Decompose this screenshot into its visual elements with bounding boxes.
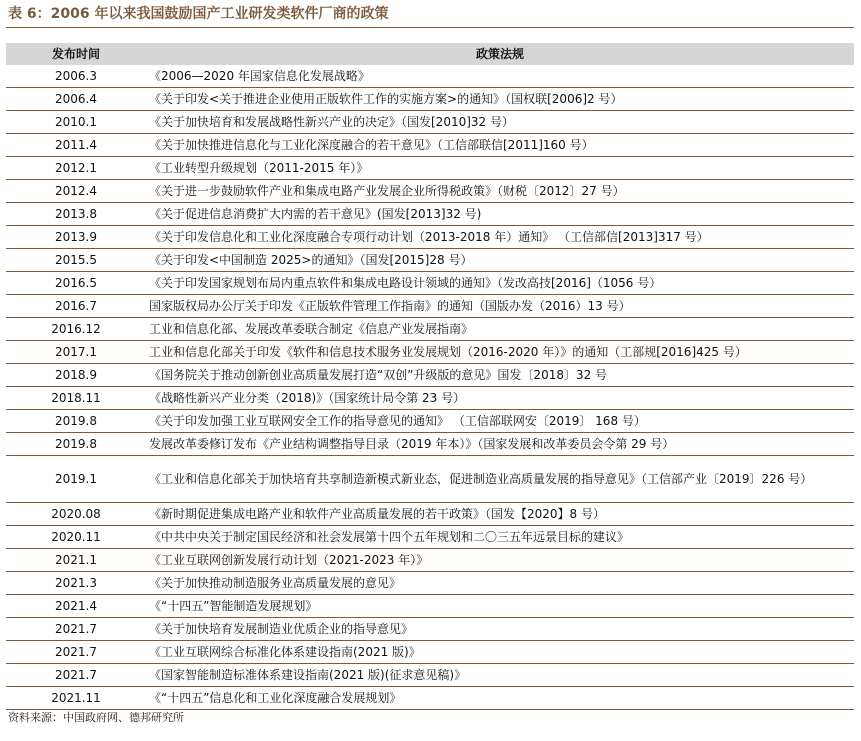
table-row xyxy=(6,249,854,272)
table-row xyxy=(6,687,854,710)
cell-date: 2019.8 xyxy=(6,410,146,433)
table-row xyxy=(6,65,854,88)
cell-policy: 《国家智能制造标准体系建设指南(2021 版)(征求意见稿)》 xyxy=(146,664,854,687)
cell-policy: 《战略性新兴产业分类（2018)》（国家统计局令第 23 号） xyxy=(146,387,854,410)
table-row xyxy=(6,134,854,157)
cell-date: 2017.1 xyxy=(6,341,146,364)
cell-policy: 《关于加快培育发展制造业优质企业的指导意见》 xyxy=(146,618,854,641)
table-row xyxy=(6,88,854,111)
table-row xyxy=(6,364,854,387)
table-row xyxy=(6,387,854,410)
cell-date: 2015.5 xyxy=(6,249,146,272)
table-row xyxy=(6,526,854,549)
table-row xyxy=(6,433,854,456)
cell-date: 2018.11 xyxy=(6,387,146,410)
cell-date: 2016.5 xyxy=(6,272,146,295)
cell-policy: 《“十四五”智能制造发展规划》 xyxy=(146,595,854,618)
table-row xyxy=(6,503,854,526)
cell-date: 2019.8 xyxy=(6,433,146,456)
cell-policy: 工业和信息化部关于印发《软件和信息技术服务业发展规划（2016-2020 年）》的通知（工部规[2016]425 号） xyxy=(146,341,854,364)
cell-date: 2012.4 xyxy=(6,180,146,203)
cell-policy: 《2006—2020 年国家信息化发展战略》 xyxy=(146,65,854,88)
cell-date: 2020.08 xyxy=(6,503,146,526)
cell-policy: 《“十四五”信息化和工业化深度融合发展规划》 xyxy=(146,687,854,710)
cell-policy: 工业和信息化部、发展改革委联合制定《信息产业发展指南》 xyxy=(146,318,854,341)
table-row xyxy=(6,595,854,618)
cell-policy: 《关于印发<中国制造 2025>的通知》（国发[2015]28 号） xyxy=(146,249,854,272)
cell-date: 2021.11 xyxy=(6,687,146,710)
table-row xyxy=(6,664,854,687)
cell-policy: 《新时期促进集成电路产业和软件产业高质量发展的若干政策》（国发【2020】8 号） xyxy=(146,503,854,526)
table-row xyxy=(6,272,854,295)
cell-policy: 《工业互联网创新发展行动计划（2021-2023 年）》 xyxy=(146,549,854,572)
cell-date: 2021.7 xyxy=(6,641,146,664)
table-row xyxy=(6,618,854,641)
cell-date: 2013.8 xyxy=(6,203,146,226)
title-rule xyxy=(6,27,854,28)
cell-date: 2021.1 xyxy=(6,549,146,572)
cell-policy: 《关于印发加强工业互联网安全工作的指导意见的通知》 （工信部联网安〔2019〕 168 号） xyxy=(146,410,854,433)
table-row xyxy=(6,641,854,664)
cell-policy: 《工业转型升级规划（2011-2015 年）》 xyxy=(146,157,854,180)
table-row xyxy=(6,203,854,226)
cell-policy: 《关于印发信息化和工业化深度融合专项行动计划（2013-2018 年）通知》 （工信部信[2013]317 号） xyxy=(146,226,854,249)
table-row xyxy=(6,341,854,364)
cell-policy: 《关于加快培育和发展战略性新兴产业的决定》（国发[2010]32 号） xyxy=(146,111,854,134)
table-row xyxy=(6,111,854,134)
cell-date: 2010.1 xyxy=(6,111,146,134)
cell-date: 2016.12 xyxy=(6,318,146,341)
cell-date: 2016.7 xyxy=(6,295,146,318)
cell-policy: 《关于加快推进信息化与工业化深度融合的若干意见》（工信部联信[2011]160 号） xyxy=(146,134,854,157)
table-row xyxy=(6,456,854,503)
table-row xyxy=(6,572,854,595)
table-header-row xyxy=(6,43,854,65)
table-title: 表 6：2006 年以来我国鼓励国产工业研发类软件厂商的政策 xyxy=(8,6,389,22)
cell-policy: 《关于加快推动制造服务业高质量发展的意见》 xyxy=(146,572,854,595)
cell-policy: 《关于促进信息消费扩大内需的若干意见》(国发[2013]32 号) xyxy=(146,203,854,226)
cell-policy: 发展改革委修订发布《产业结构调整指导目录（2019 年本）》（国家发展和改革委员会令第 29 号） xyxy=(146,433,854,456)
header-date: 发布时间 xyxy=(6,43,146,65)
cell-date: 2021.7 xyxy=(6,618,146,641)
cell-date: 2021.3 xyxy=(6,572,146,595)
cell-date: 2011.4 xyxy=(6,134,146,157)
table-row xyxy=(6,410,854,433)
cell-policy: 国家版权局办公厅关于印发《正版软件管理工作指南》的通知（国版办发（2016）13 号） xyxy=(146,295,854,318)
cell-date: 2021.4 xyxy=(6,595,146,618)
table-row xyxy=(6,180,854,203)
cell-policy: 《中共中央关于制定国民经济和社会发展第十四个五年规划和二〇三五年远景目标的建议》 xyxy=(146,526,854,549)
cell-date: 2020.11 xyxy=(6,526,146,549)
cell-date: 2019.1 xyxy=(6,456,146,503)
header-policy: 政策法规 xyxy=(146,43,854,65)
cell-date: 2018.9 xyxy=(6,364,146,387)
table-row xyxy=(6,226,854,249)
cell-date: 2013.9 xyxy=(6,226,146,249)
cell-date: 2006.3 xyxy=(6,65,146,88)
cell-policy: 《国务院关于推动创新创业高质量发展打造“双创”升级版的意见》国发〔2018〕32 号 xyxy=(146,364,854,387)
cell-policy: 《关于印发<关于推进企业使用正版软件工作的实施方案>的通知》（国权联[2006]2 号） xyxy=(146,88,854,111)
policy-table xyxy=(6,43,854,710)
table-row xyxy=(6,318,854,341)
cell-policy: 《工业互联网综合标准化体系建设指南(2021 版)》 xyxy=(146,641,854,664)
cell-date: 2006.4 xyxy=(6,88,146,111)
cell-policy: 《工业和信息化部关于加快培育共享制造新模式新业态，促进制造业高质量发展的指导意见》（工信部产业〔2019〕226 号） xyxy=(146,456,854,503)
cell-policy: 《关于进一步鼓励软件产业和集成电路产业发展企业所得税政策》（财税〔2012〕27 号） xyxy=(146,180,854,203)
source-note: 资料来源：中国政府网、德邦研究所 xyxy=(8,711,184,724)
table-row xyxy=(6,157,854,180)
cell-date: 2021.7 xyxy=(6,664,146,687)
table-body xyxy=(6,65,854,710)
table-row xyxy=(6,549,854,572)
cell-policy: 《关于印发国家规划布局内重点软件和集成电路设计领域的通知》（发改高技[2016]（1056 号） xyxy=(146,272,854,295)
cell-date: 2012.1 xyxy=(6,157,146,180)
table-row xyxy=(6,295,854,318)
